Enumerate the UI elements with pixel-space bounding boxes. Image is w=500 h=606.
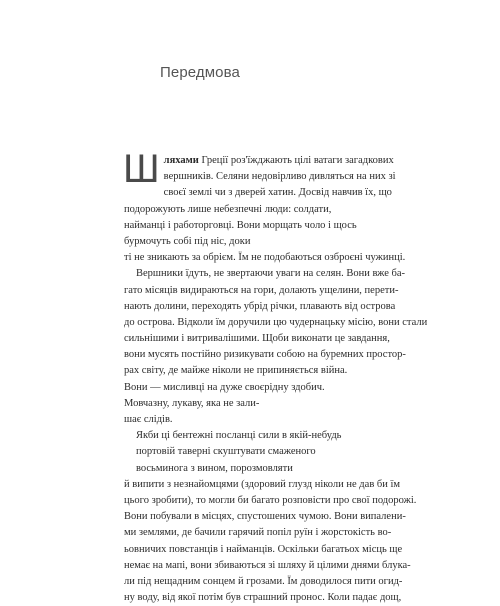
lead-word: ляхами [163, 155, 199, 166]
chapter-title: Передмова [160, 64, 240, 81]
text-line: Вони побували в місцях, спустошених чумою. Вони випалени- [124, 511, 406, 523]
text-line: ми землями, де бачили гарячий попіл руїн і жорстокість во- [124, 527, 392, 539]
text-line: до острова. Відколи їм доручили цю чудернацьку місію, вони стали [124, 316, 428, 328]
text-line: ті не зникають за обрієм. Їм не подобаються озброєні чужинці. [124, 252, 406, 264]
paragraph-3 [124, 428, 417, 606]
drop-cap: Ш [123, 147, 160, 191]
text-line: шає слідів. [124, 414, 173, 426]
text-line: й випити з незнайомцями (здоровий глузд ніколи не дав би їм [124, 478, 401, 490]
text-line: ну воду, від якої потім був страшний пронос. Коли падає дощ, [124, 592, 402, 604]
paragraph-1 [123, 147, 406, 266]
body-text [123, 147, 428, 606]
text-line: гато місяців видираються на гори, долають ущелини, перети- [124, 284, 399, 296]
text-line: ьовничих повстанців і найманців. Оскільки багатьох місць ще [124, 543, 403, 555]
text-line: цього зробити), то могли би багато розповісти про свої подорожі. [124, 495, 417, 507]
text-line: Якби ці бентежні посланці сили в якій-небудь портовій таверні скуштувати смаженого восьминога з вином, порозмовляти [136, 430, 342, 474]
text-line: вершників. Селяни недовірливо дивляться на них зі [163, 171, 396, 183]
text-line: ли під нещадним сонцем й грозами. Їм доводилося пити огид- [124, 576, 403, 588]
text-line: Вершники їдуть, не звертаючи уваги на селян. Вони вже ба- [136, 268, 406, 280]
text-line: своєї землі чи з дверей хатин. Досвід навчив їх, що [163, 187, 392, 199]
paragraph-2 [124, 266, 428, 428]
text-line: сильнішими і витривалішими. Щоби виконати це завдання, [124, 333, 390, 345]
text-line: ляхами Греції роз'їжджають цілі ватаги загадкових [163, 155, 394, 166]
text-line: вони мусять постійно ризикувати собою на буремних простор- [124, 349, 406, 361]
text-line: немає на мапі, вони збиваються зі шляху й цілими днями блука- [124, 559, 411, 571]
text-line: нають долини, переходять убрід річки, плавають від острова [124, 300, 396, 312]
text-line: рах світу, де майже ніколи не припиняється війна. Вони — мисливці на дуже своєрідну здобич. Мовчазну, лукаву, яка не зали- [124, 365, 348, 409]
text-line: подорожують лише небезпечні люди: солдати, найманці і работорговці. Вони морщать чоло і щось бурмочуть собі під ніс, доки [124, 203, 357, 247]
